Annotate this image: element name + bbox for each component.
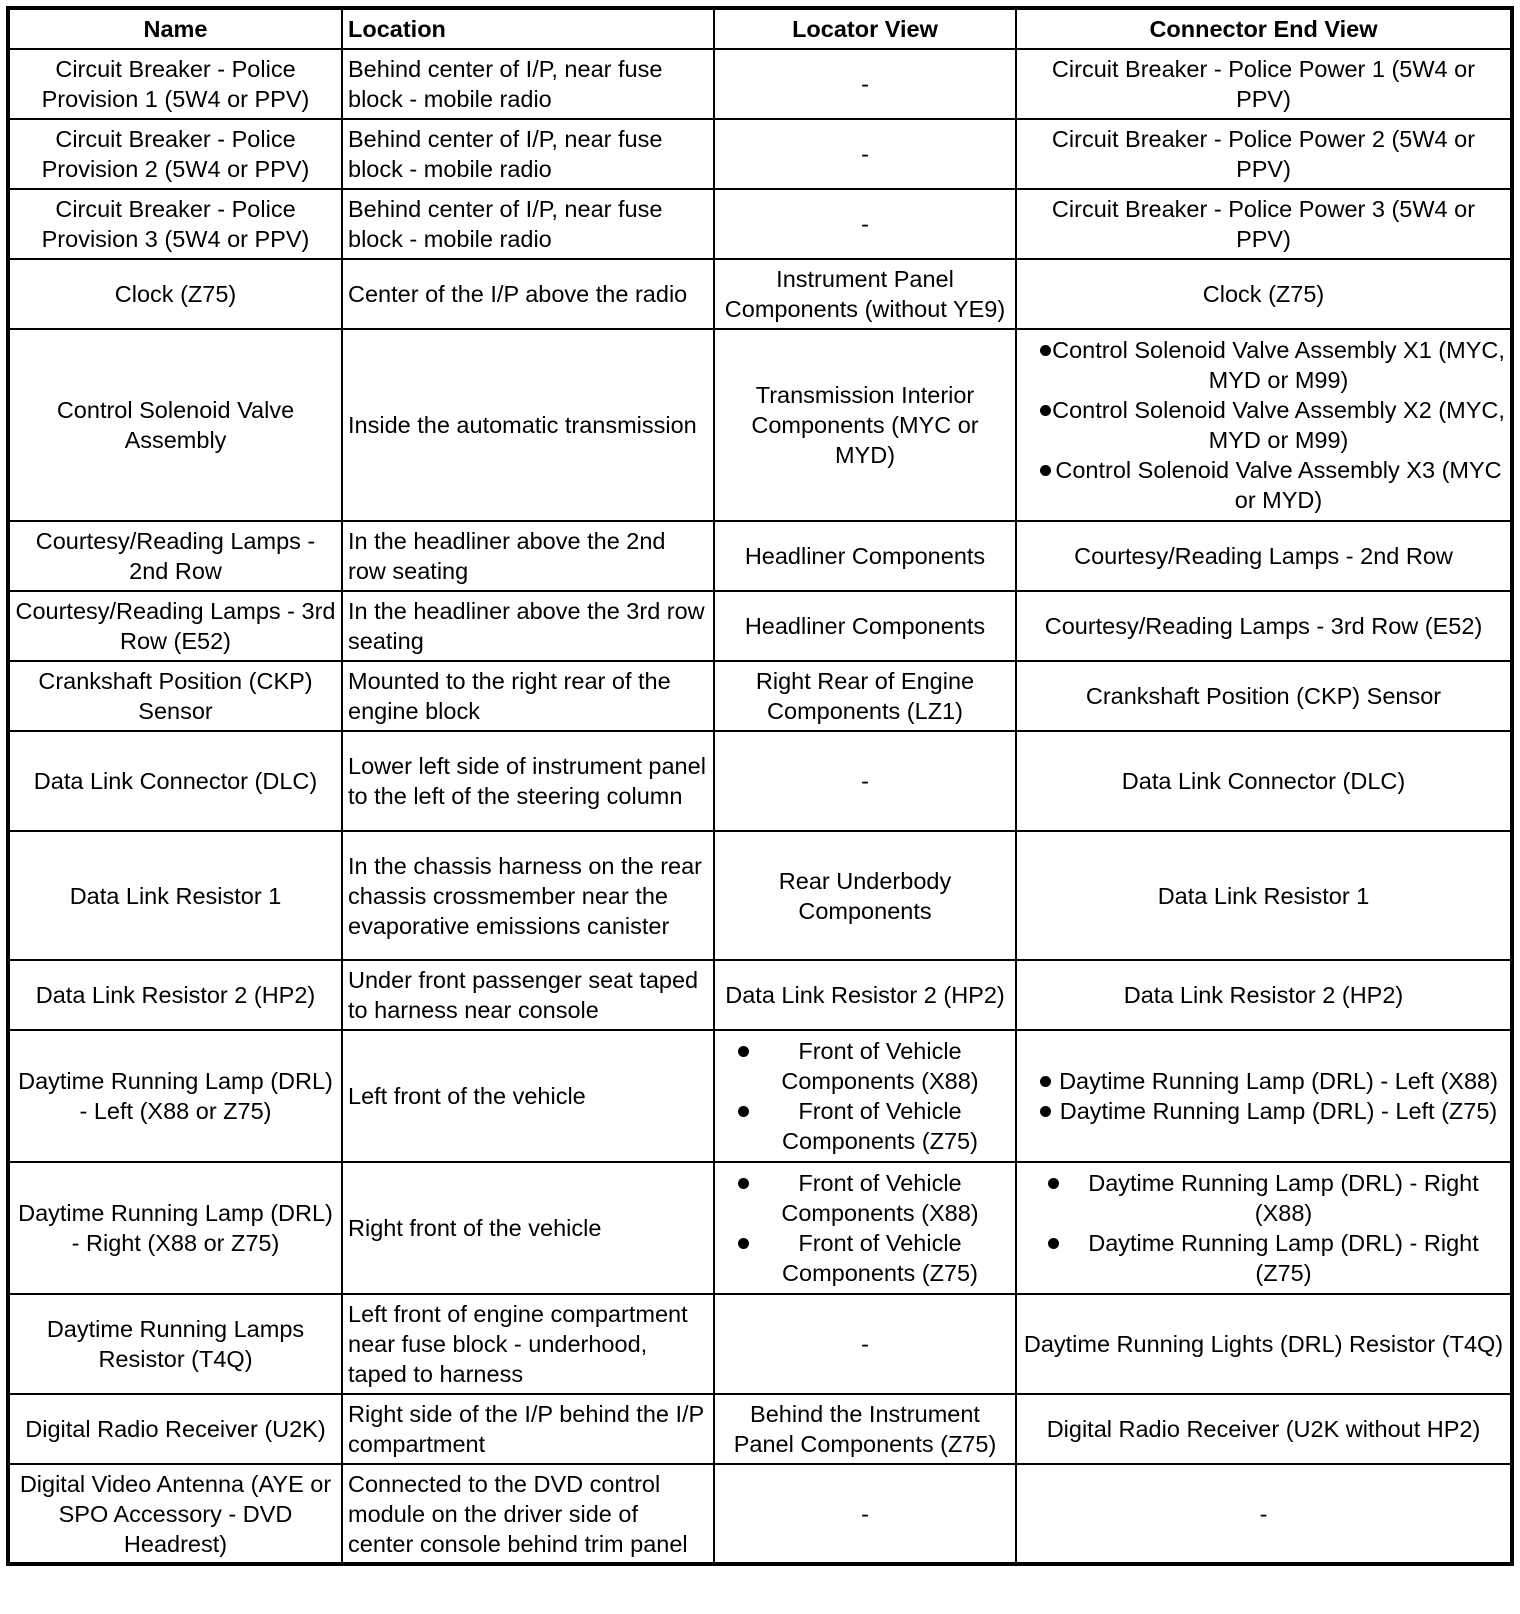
table-row <box>8 1394 1512 1464</box>
cell-locator-view: - <box>714 1294 1016 1394</box>
table-row <box>8 831 1512 960</box>
cell-location: Center of the I/P above the radio <box>342 259 714 329</box>
bullet-icon <box>1040 345 1051 356</box>
bullet-list <box>1022 1168 1505 1288</box>
cell-name: Courtesy/Reading Lamps - 2nd Row <box>8 521 342 591</box>
cell-locator-view: Rear Underbody Components <box>714 831 1016 960</box>
bullet-list <box>720 1168 1010 1288</box>
cell-location: Lower left side of instrument panel to the left of the steering column <box>342 731 714 831</box>
header-location: Location <box>342 8 714 49</box>
cell-name: Daytime Running Lamps Resistor (T4Q) <box>8 1294 342 1394</box>
cell-location: In the chassis harness on the rear chassis crossmember near the evaporative emissions canister <box>342 831 714 960</box>
cell-locator-view: - <box>714 1464 1016 1564</box>
cell-name: Clock (Z75) <box>8 259 342 329</box>
list-item-text: Front of Vehicle Components (X88) <box>781 1038 979 1094</box>
cell-locator-view <box>714 1162 1016 1294</box>
cell-name: Digital Radio Receiver (U2K) <box>8 1394 342 1464</box>
list-item <box>1022 1228 1505 1288</box>
cell-locator-view: Right Rear of Engine Components (LZ1) <box>714 661 1016 731</box>
cell-connector-end-view: Clock (Z75) <box>1016 259 1512 329</box>
cell-locator-view: Transmission Interior Components (MYC or MYD) <box>714 329 1016 521</box>
cell-name: Digital Video Antenna (AYE or SPO Accessory - DVD Headrest) <box>8 1464 342 1564</box>
cell-locator-view: Headliner Components <box>714 521 1016 591</box>
cell-name: Courtesy/Reading Lamps - 3rd Row (E52) <box>8 591 342 661</box>
cell-connector-end-view: Daytime Running Lights (DRL) Resistor (T4Q) <box>1016 1294 1512 1394</box>
list-item-text: Daytime Running Lamp (DRL) - Left (X88) <box>1059 1068 1498 1094</box>
cell-location: Behind center of I/P, near fuse block - mobile radio <box>342 119 714 189</box>
list-item-text: Daytime Running Lamp (DRL) - Left (Z75) <box>1059 1098 1498 1124</box>
header-locator-view: Locator View <box>714 8 1016 49</box>
table-row <box>8 49 1512 119</box>
table-row <box>8 1294 1512 1394</box>
cell-connector-end-view: Data Link Connector (DLC) <box>1016 731 1512 831</box>
cell-locator-view: Data Link Resistor 2 (HP2) <box>714 960 1016 1030</box>
list-item <box>1022 1168 1505 1228</box>
bullet-list <box>1022 1066 1505 1126</box>
bullet-icon <box>738 1046 749 1057</box>
cell-connector-end-view: Digital Radio Receiver (U2K without HP2) <box>1016 1394 1512 1464</box>
list-item <box>1022 1066 1505 1096</box>
cell-location: Behind center of I/P, near fuse block - mobile radio <box>342 189 714 259</box>
cell-name: Circuit Breaker - Police Provision 3 (5W4 or PPV) <box>8 189 342 259</box>
cell-name: Circuit Breaker - Police Provision 2 (5W4 or PPV) <box>8 119 342 189</box>
cell-connector-end-view <box>1016 1030 1512 1162</box>
cell-connector-end-view: - <box>1016 1464 1512 1564</box>
cell-locator-view: Headliner Components <box>714 591 1016 661</box>
cell-name: Data Link Connector (DLC) <box>8 731 342 831</box>
list-item-text: Front of Vehicle Components (X88) <box>781 1170 979 1226</box>
list-item-text: Daytime Running Lamp (DRL) - Right (X88) <box>1088 1170 1479 1226</box>
cell-location: Under front passenger seat taped to harness near console <box>342 960 714 1030</box>
table-row <box>8 259 1512 329</box>
bullet-icon <box>1040 405 1051 416</box>
table-row <box>8 119 1512 189</box>
list-item <box>1022 455 1505 515</box>
cell-name: Crankshaft Position (CKP) Sensor <box>8 661 342 731</box>
list-item <box>1022 1096 1505 1126</box>
bullet-list <box>720 1036 1010 1156</box>
cell-connector-end-view: Circuit Breaker - Police Power 1 (5W4 or PPV) <box>1016 49 1512 119</box>
cell-location: In the headliner above the 3rd row seating <box>342 591 714 661</box>
cell-connector-end-view: Circuit Breaker - Police Power 3 (5W4 or PPV) <box>1016 189 1512 259</box>
cell-location: Inside the automatic transmission <box>342 329 714 521</box>
cell-connector-end-view: Crankshaft Position (CKP) Sensor <box>1016 661 1512 731</box>
table-row <box>8 521 1512 591</box>
cell-location: Left front of the vehicle <box>342 1030 714 1162</box>
list-item-text: Control Solenoid Valve Assembly X2 (MYC, MYD or M99) <box>1052 397 1505 453</box>
cell-connector-end-view: Data Link Resistor 1 <box>1016 831 1512 960</box>
cell-locator-view: Behind the Instrument Panel Components (Z75) <box>714 1394 1016 1464</box>
bullet-icon <box>738 1106 749 1117</box>
cell-location: Left front of engine compartment near fuse block - underhood, taped to harness <box>342 1294 714 1394</box>
cell-locator-view: - <box>714 189 1016 259</box>
cell-connector-end-view: Courtesy/Reading Lamps - 2nd Row <box>1016 521 1512 591</box>
cell-locator-view: - <box>714 49 1016 119</box>
cell-location: Mounted to the right rear of the engine block <box>342 661 714 731</box>
list-item <box>1022 335 1505 395</box>
table-row <box>8 329 1512 521</box>
cell-name: Data Link Resistor 2 (HP2) <box>8 960 342 1030</box>
cell-connector-end-view: Courtesy/Reading Lamps - 3rd Row (E52) <box>1016 591 1512 661</box>
header-name: Name <box>8 8 342 49</box>
cell-locator-view <box>714 1030 1016 1162</box>
cell-name: Daytime Running Lamp (DRL) - Right (X88 or Z75) <box>8 1162 342 1294</box>
bullet-icon <box>738 1178 749 1189</box>
list-item-text: Control Solenoid Valve Assembly X3 (MYC or MYD) <box>1055 457 1502 513</box>
cell-name: Daytime Running Lamp (DRL) - Left (X88 or Z75) <box>8 1030 342 1162</box>
list-item-text: Front of Vehicle Components (Z75) <box>782 1098 978 1154</box>
cell-connector-end-view <box>1016 329 1512 521</box>
list-item <box>720 1228 1010 1288</box>
table-header-row <box>8 8 1512 49</box>
connector-table <box>6 6 1514 1566</box>
list-item <box>720 1036 1010 1096</box>
cell-location: In the headliner above the 2nd row seating <box>342 521 714 591</box>
cell-connector-end-view: Data Link Resistor 2 (HP2) <box>1016 960 1512 1030</box>
table-row <box>8 661 1512 731</box>
cell-locator-view: - <box>714 731 1016 831</box>
bullet-list <box>1022 335 1505 515</box>
table-row <box>8 189 1512 259</box>
list-item <box>1022 395 1505 455</box>
list-item <box>720 1168 1010 1228</box>
table-row <box>8 731 1512 831</box>
cell-locator-view: Instrument Panel Components (without YE9) <box>714 259 1016 329</box>
bullet-icon <box>1040 1076 1051 1087</box>
cell-locator-view: - <box>714 119 1016 189</box>
bullet-icon <box>1040 1106 1051 1117</box>
table-row <box>8 591 1512 661</box>
cell-name: Circuit Breaker - Police Provision 1 (5W4 or PPV) <box>8 49 342 119</box>
table-row <box>8 1464 1512 1564</box>
cell-name: Control Solenoid Valve Assembly <box>8 329 342 521</box>
list-item-text: Daytime Running Lamp (DRL) - Right (Z75) <box>1088 1230 1479 1286</box>
header-connector-end-view: Connector End View <box>1016 8 1512 49</box>
table-row <box>8 960 1512 1030</box>
cell-connector-end-view <box>1016 1162 1512 1294</box>
bullet-icon <box>738 1238 749 1249</box>
cell-name: Data Link Resistor 1 <box>8 831 342 960</box>
table-row <box>8 1030 1512 1162</box>
cell-location: Right side of the I/P behind the I/P compartment <box>342 1394 714 1464</box>
list-item-text: Control Solenoid Valve Assembly X1 (MYC, MYD or M99) <box>1052 337 1505 393</box>
list-item <box>720 1096 1010 1156</box>
cell-location: Right front of the vehicle <box>342 1162 714 1294</box>
list-item-text: Front of Vehicle Components (Z75) <box>782 1230 978 1286</box>
bullet-icon <box>1048 1238 1059 1249</box>
cell-location: Connected to the DVD control module on the driver side of center console behind trim panel <box>342 1464 714 1564</box>
table-row <box>8 1162 1512 1294</box>
bullet-icon <box>1048 1178 1059 1189</box>
cell-connector-end-view: Circuit Breaker - Police Power 2 (5W4 or PPV) <box>1016 119 1512 189</box>
bullet-icon <box>1040 465 1051 476</box>
cell-location: Behind center of I/P, near fuse block - mobile radio <box>342 49 714 119</box>
